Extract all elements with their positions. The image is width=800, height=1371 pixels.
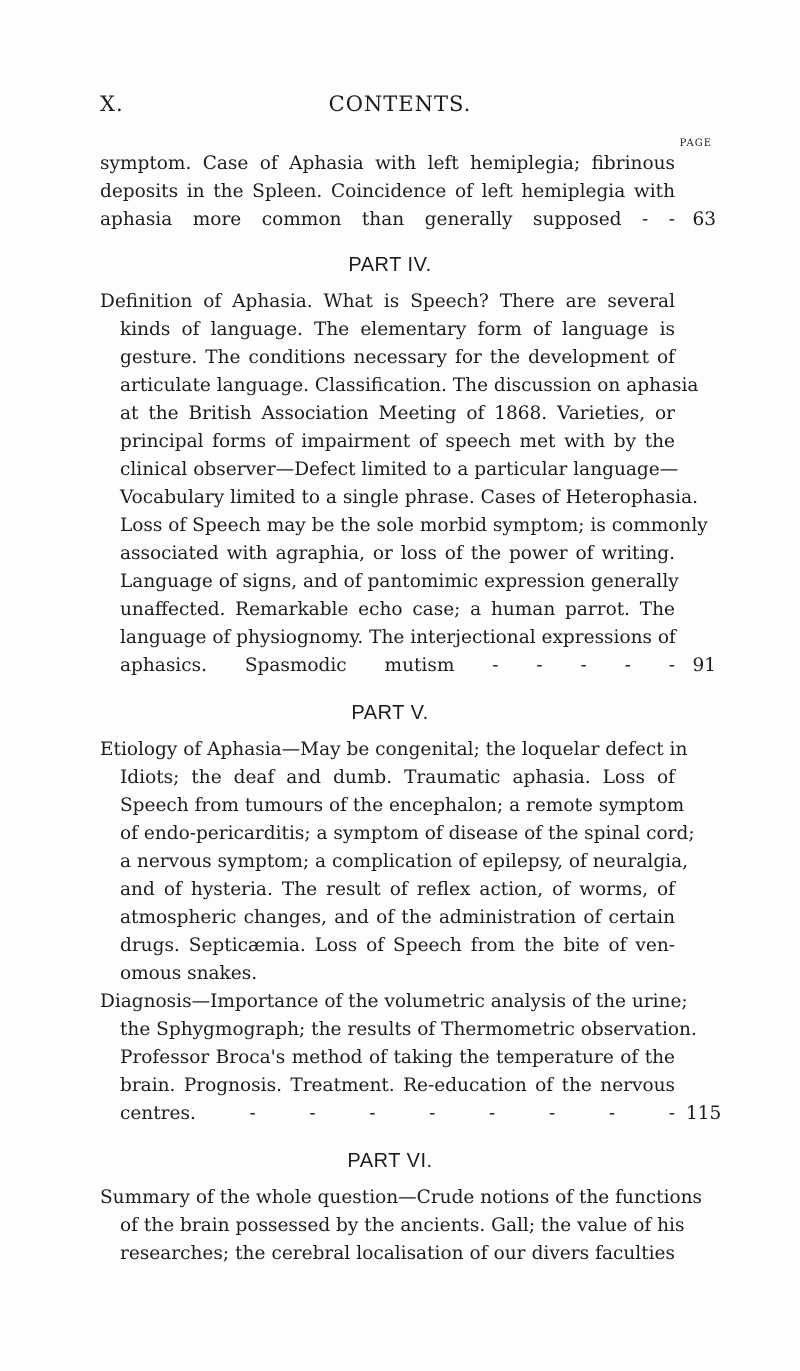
text-line: Professor Broca's method of taking the temperature of the [120, 1047, 675, 1068]
part-heading: PART V. [351, 702, 429, 724]
running-title: CONTENTS. [328, 92, 472, 116]
text-line: of the brain possessed by the ancients. Gall; the value of his [120, 1215, 685, 1236]
text-line: kinds of language. The elementary form of language is [120, 319, 675, 340]
text-line: associated with agraphia, or loss of the power of writing. [120, 543, 675, 564]
text-line: at the British Association Meeting of 1868. Varieties, or [120, 403, 675, 424]
text-line: Language of signs, and of pantomimic expression generally [120, 571, 679, 592]
text-line: aphasics. Spasmodic mutism - - - - - [120, 655, 675, 676]
page-header [0, 92, 800, 122]
text-line: a nervous symptom; a complication of epilepsy, of neuralgia, [120, 851, 688, 872]
text-line: Loss of Speech may be the sole morbid symptom; is commonly [120, 515, 708, 536]
text-line: brain. Prognosis. Treatment. Re-education of the nervous [120, 1075, 675, 1096]
part-heading: PART IV. [348, 254, 432, 276]
text-line: deposits in the Spleen. Coincidence of left hemiplegia with [100, 181, 675, 202]
page-number: 91 [692, 655, 716, 676]
text-line: Etiology of Aphasia—May be congenital; the loquelar defect in [100, 739, 688, 760]
text-line: Vocabulary limited to a single phrase. Cases of Heterophasia. [120, 487, 698, 508]
text-line: articulate language. Classification. The discussion on aphasia [120, 375, 699, 396]
part-heading: PART VI. [347, 1150, 433, 1172]
folio-number: X. [100, 92, 124, 116]
text-line: researches; the cerebral localisation of our divers faculties [120, 1243, 675, 1264]
text-line: of endo-pericarditis; a symptom of disease of the spinal cord; [120, 823, 695, 844]
text-line: Summary of the whole question—Crude notions of the functions [100, 1187, 703, 1208]
text-line: symptom. Case of Aphasia with left hemiplegia; fibrinous [100, 153, 675, 174]
text-line: aphasia more common than generally supposed - - [100, 209, 675, 230]
text-line: unaffected. Remarkable echo case; a human parrot. The [120, 599, 675, 620]
text-line: centres. - - - - - - - - [120, 1103, 675, 1124]
page-number: 63 [692, 209, 716, 230]
text-line: and of hysteria. The result of reflex action, of worms, of [120, 879, 675, 900]
text-line: Idiots; the deaf and dumb. Traumatic aphasia. Loss of [120, 767, 675, 788]
text-line: Definition of Aphasia. What is Speech? There are several [100, 291, 675, 312]
text-line: the Sphygmograph; the results of Thermometric observation. [120, 1019, 697, 1040]
text-line: language of physiognomy. The interjectional expressions of [120, 627, 676, 648]
text-line: clinical observer—Defect limited to a particular language— [120, 459, 679, 480]
text-line: drugs. Septicæmia. Loss of Speech from the bite of ven- [120, 935, 675, 956]
text-line: Speech from tumours of the encephalon; a remote symptom [120, 795, 685, 816]
text-line: atmospheric changes, and of the administration of certain [120, 907, 675, 928]
text-line: gesture. The conditions necessary for the development of [120, 347, 675, 368]
page-column-label: PAGE [679, 138, 712, 149]
text-line: Diagnosis—Importance of the volumetric analysis of the urine; [100, 991, 688, 1012]
page-number: 115 [686, 1103, 722, 1124]
text-line: principal forms of impairment of speech met with by the [120, 431, 675, 452]
text-line: omous snakes. [120, 963, 258, 984]
